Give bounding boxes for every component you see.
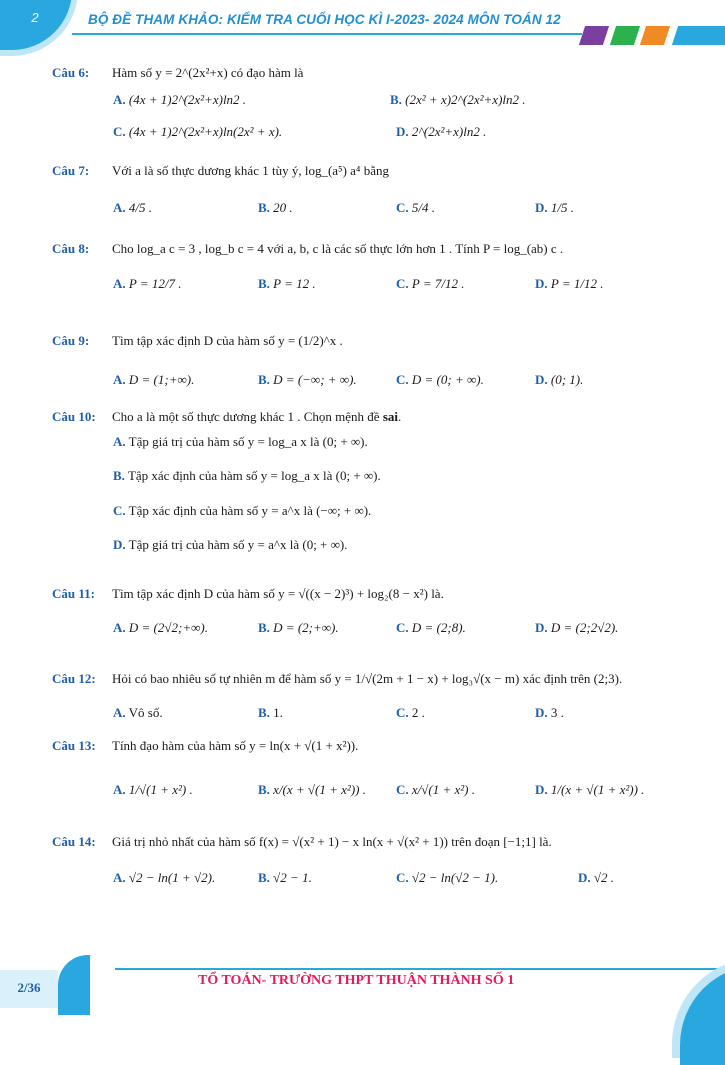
header-title: BỘ ĐỀ THAM KHẢO: KIỂM TRA CUỐI HỌC KÌ I-2023- 2024 MÔN TOÁN 12 [88, 12, 561, 27]
answer-7c[interactable] [396, 200, 435, 216]
question-number: Câu 14: [52, 834, 96, 849]
answer-13b[interactable] [258, 782, 366, 798]
question-number: Câu 13: [52, 738, 96, 753]
answer-letter: D. [535, 705, 548, 720]
answer-6c[interactable] [113, 124, 282, 140]
question-text: Tìm tập xác định D của hàm số y = (1/2)^x . [112, 333, 343, 348]
answer-text: P = 12/7 . [128, 276, 182, 291]
answer-letter: D. [535, 276, 548, 291]
answer-letter: B. [390, 92, 402, 107]
footer-school: TỔ TOÁN- TRƯỜNG THPT THUẬN THÀNH SỐ 1 [198, 973, 515, 988]
question-text: Tìm tập xác định D của hàm số y = √((x − 2)³) + log₂(8 − x²) là. [112, 586, 444, 601]
answer-letter: D. [535, 200, 548, 215]
answer-letter: C. [396, 372, 409, 387]
answer-text: 1/5 . [550, 200, 575, 215]
answer-letter: B. [258, 870, 270, 885]
answer-7d[interactable] [535, 200, 574, 216]
question-text: Tính đạo hàm của hàm số y = ln(x + √(1 + x²)). [112, 738, 359, 753]
question-text: Với a là số thực dương khác 1 tùy ý, log_(a⁵) a⁴ bằng [112, 163, 389, 178]
answer-text: D = (2;8). [411, 620, 466, 635]
answer-letter: C. [396, 870, 409, 885]
answer-letter: C. [396, 276, 409, 291]
answer-letter: B. [258, 782, 270, 797]
answer-10d[interactable] [113, 537, 348, 553]
question-number: Câu 9: [52, 333, 90, 348]
answer-letter: C. [396, 705, 409, 720]
answer-text: (4x + 1)2^(2x²+x)ln2 . [128, 92, 247, 107]
answer-14b[interactable] [258, 870, 312, 886]
answer-text: 1/(x + √(1 + x²)) . [550, 782, 645, 797]
answer-10c[interactable] [113, 503, 371, 519]
answer-letter: C. [396, 620, 409, 635]
answer-12a[interactable] [113, 705, 163, 721]
answer-13a[interactable] [113, 782, 193, 798]
answer-7b[interactable] [258, 200, 293, 216]
question-text-main: Cho a là một số thực dương khác 1 . Chọn mệnh đề [112, 409, 380, 424]
answer-letter: B. [258, 705, 270, 720]
answer-letter: A. [113, 782, 126, 797]
footer-page-number: 2/36 [17, 980, 41, 995]
answer-9b[interactable] [258, 372, 357, 388]
answer-12b[interactable] [258, 705, 283, 721]
answer-letter: A. [113, 870, 126, 885]
answer-letter: A. [113, 705, 126, 720]
answer-text: Tập xác định của hàm số y = log_a x là (0; + ∞). [127, 468, 381, 483]
answer-text: 1/√(1 + x²) . [128, 782, 193, 797]
answer-12d[interactable] [535, 705, 564, 721]
answer-6a[interactable] [113, 92, 246, 108]
answer-8a[interactable] [113, 276, 181, 292]
answer-letter: B. [258, 276, 270, 291]
answer-11b[interactable] [258, 620, 339, 636]
answer-letter: A. [113, 92, 126, 107]
answer-letter: A. [113, 620, 126, 635]
answer-8b[interactable] [258, 276, 316, 292]
answer-text: 2^(2x²+x)ln2 . [411, 124, 487, 139]
answer-letter: D. [396, 124, 409, 139]
answer-letter: B. [258, 620, 270, 635]
answer-text: D = (2√2;+∞). [128, 620, 208, 635]
header-page-number: 2 [31, 10, 39, 25]
footer-page-tab-accent [58, 955, 90, 1015]
answer-text: √2 − ln(1 + √2). [128, 870, 216, 885]
answer-text: x/√(1 + x²) . [411, 782, 476, 797]
answer-letter: C. [113, 124, 126, 139]
answer-11d[interactable] [535, 620, 618, 636]
answer-letter: D. [578, 870, 591, 885]
answer-text: 20 . [273, 200, 293, 215]
header-divider [72, 33, 582, 35]
question-text: Hỏi có bao nhiêu số tự nhiên m để hàm số y = 1/√(2m + 1 − x) + log₃√(x − m) xác định trên (2;3). [112, 671, 623, 686]
answer-text: √2 − 1. [273, 870, 312, 885]
question-text [112, 408, 401, 426]
answer-14c[interactable] [396, 870, 498, 886]
question-text: Cho log_a c = 3 , log_b c = 4 với a, b, c là các số thực lớn hơn 1 . Tính P = log_(ab) c . [112, 241, 564, 256]
answer-text: P = 12 . [273, 276, 316, 291]
answer-text: D = (2;2√2). [550, 620, 619, 635]
answer-letter: C. [396, 200, 409, 215]
answer-text: 1. [273, 705, 283, 720]
answer-8d[interactable] [535, 276, 603, 292]
answer-text: x/(x + √(1 + x²)) . [273, 782, 366, 797]
answer-text: Tập giá trị của hàm số y = a^x là (0; + ∞). [128, 537, 348, 552]
answer-6b[interactable] [390, 92, 526, 108]
answer-10a[interactable] [113, 434, 368, 450]
answer-letter: B. [258, 372, 270, 387]
answer-text: 5/4 . [411, 200, 436, 215]
question-text: Giá trị nhỏ nhất của hàm số f(x) = √(x² + 1) − x ln(x + √(x² + 1)) trên đoạn [−1;1] là. [112, 834, 552, 849]
answer-letter: A. [113, 434, 126, 449]
answer-letter: B. [258, 200, 270, 215]
question-number: Câu 11: [52, 586, 95, 601]
answer-letter: D. [535, 372, 548, 387]
answer-10b[interactable] [113, 468, 381, 484]
header-accent-orange [640, 26, 670, 45]
answer-text: (4x + 1)2^(2x²+x)ln(2x² + x). [128, 124, 283, 139]
question-number: Câu 6: [52, 65, 90, 80]
question-number: Câu 7: [52, 163, 90, 178]
question-6 [52, 64, 672, 154]
answer-text: P = 7/12 . [411, 276, 465, 291]
answer-letter: A. [113, 200, 126, 215]
answer-7a[interactable] [113, 200, 152, 216]
footer-divider [115, 968, 725, 970]
answer-letter: B. [113, 468, 125, 483]
answer-letter: C. [396, 782, 409, 797]
answer-letter: D. [535, 782, 548, 797]
answer-text: D = (1;+∞). [128, 372, 195, 387]
answer-14d[interactable] [578, 870, 614, 886]
answer-9a[interactable] [113, 372, 194, 388]
answer-9c[interactable] [396, 372, 484, 388]
answer-text: (2x² + x)2^(2x²+x)ln2 . [405, 92, 526, 107]
question-text: Hàm số y = 2^(2x²+x) có đạo hàm là [112, 65, 304, 80]
answer-9d[interactable] [535, 372, 583, 388]
answer-letter: A. [113, 276, 126, 291]
answer-text: D = (2;+∞). [273, 620, 339, 635]
answer-letter: C. [113, 503, 126, 518]
question-number: Câu 10: [52, 409, 96, 424]
answer-text: 2 . [411, 705, 425, 720]
answer-8c[interactable] [396, 276, 464, 292]
answer-text: √2 . [593, 870, 615, 885]
answer-text: P = 1/12 . [550, 276, 604, 291]
answer-text: D = (0; + ∞). [411, 372, 484, 387]
answer-letter: D. [535, 620, 548, 635]
answer-text: 3 . [550, 705, 564, 720]
question-number: Câu 12: [52, 671, 96, 686]
question-text-end: . [398, 409, 402, 424]
answer-letter: D. [113, 537, 126, 552]
question-number: Câu 8: [52, 241, 90, 256]
answer-text: (0; 1). [550, 372, 584, 387]
answer-14a[interactable] [113, 870, 215, 886]
answer-text: 4/5 . [128, 200, 153, 215]
header-accent-blue [672, 26, 725, 45]
answer-6d[interactable] [396, 124, 486, 140]
answer-13d[interactable] [535, 782, 644, 798]
answer-11c[interactable] [396, 620, 466, 636]
answer-text: Tập xác định của hàm số y = a^x là (−∞; + ∞). [128, 503, 372, 518]
answer-text: D = (−∞; + ∞). [273, 372, 357, 387]
answer-text: Tập giá trị của hàm số y = log_a x là (0; + ∞). [128, 434, 368, 449]
answer-text: √2 − ln(√2 − 1). [411, 870, 499, 885]
answer-letter: A. [113, 372, 126, 387]
answer-11a[interactable] [113, 620, 208, 636]
answer-text: Vô số. [128, 705, 163, 720]
question-text-emphasis: sai [382, 409, 398, 424]
answer-12c[interactable] [396, 705, 425, 721]
header-accent-purple [579, 26, 609, 45]
header-accent-green [610, 26, 640, 45]
answer-13c[interactable] [396, 782, 475, 798]
